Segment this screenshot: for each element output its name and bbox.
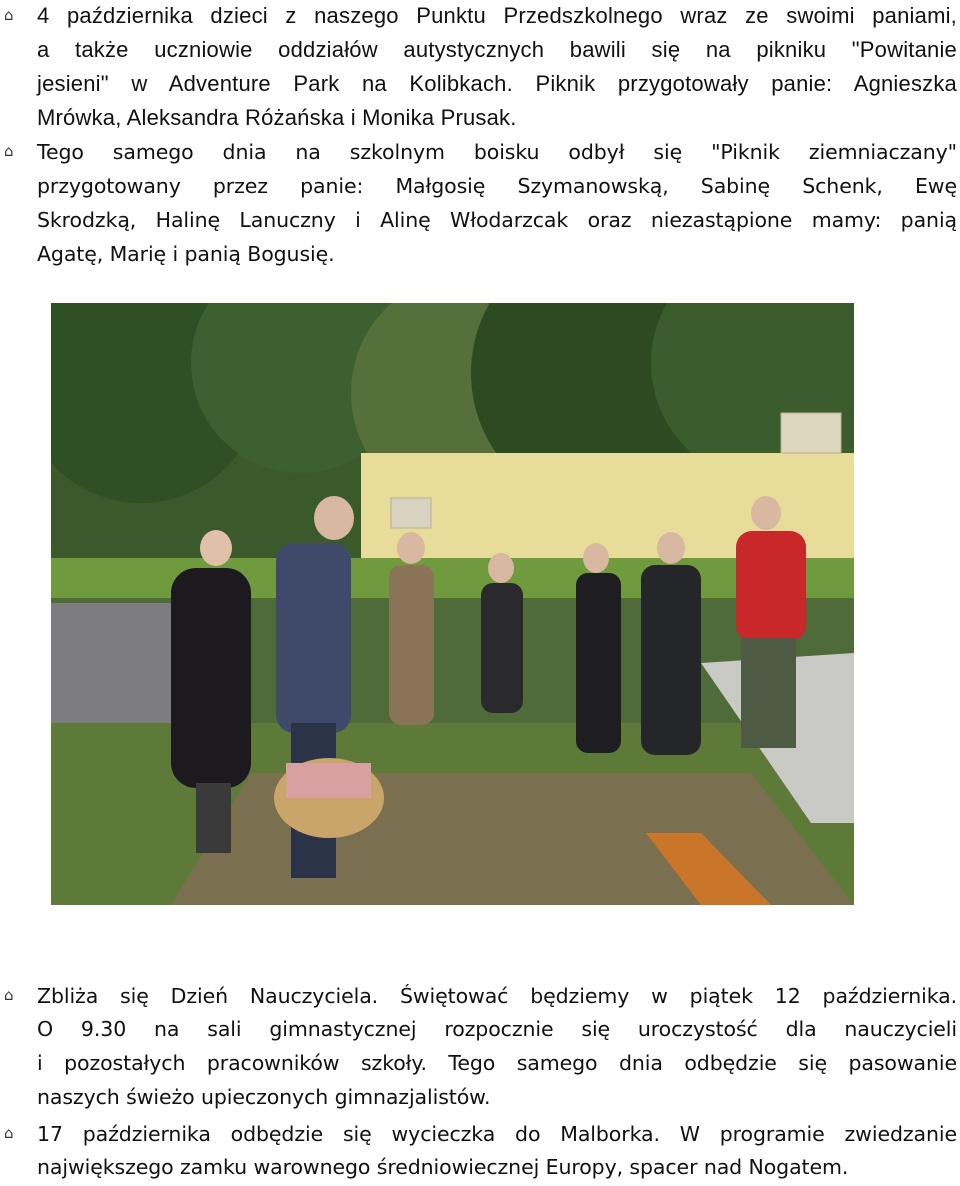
paragraph-line: jesieni" w Adventure Park na Kolibkach. Piknik przygotowały panie: Agnieszka [37, 71, 957, 96]
paragraph-line: Skrodzką, Halinę Lanuczny i Alinę Włodarzcak oraz niezastąpione mamy: panią [37, 208, 957, 232]
paragraph-line: a także uczniowie oddziałów autystycznych bawili się na pikniku "Powitanie [37, 37, 957, 62]
paragraph-line: i pozostałych pracowników szkoły. Tego samego dnia odbędzie się pasowanie [37, 1051, 957, 1075]
paragraph-line: Agatę, Marię i panią Bogusię. [37, 242, 335, 266]
paragraph-line: O 9.30 na sali gimnastycznej rozpocznie się uroczystość dla nauczycieli [37, 1017, 957, 1041]
paragraph-line: największego zamku warownego średniowiecznej Europy, spacer nad Nogatem. [37, 1155, 849, 1179]
paragraph-line: 4 października dzieci z naszego Punktu Przedszkolnego wraz ze swoimi paniami, [37, 3, 957, 28]
paragraph-line: 17 października odbędzie się wycieczka do Malborka. W programie zwiedzanie [37, 1122, 957, 1146]
bullet-icon: ⌂ [4, 986, 14, 1004]
picnic-photo [51, 303, 854, 905]
paragraph-line: Zbliża się Dzień Nauczyciela. Świętować będziemy w piątek 12 października. [37, 984, 957, 1008]
bullet-icon: ⌂ [4, 1124, 14, 1142]
bullet-icon: ⌂ [4, 142, 14, 160]
paragraph-line: Tego samego dnia na szkolnym boisku odbył się "Piknik ziemniaczany" [37, 140, 957, 164]
bullet-icon: ⌂ [4, 6, 14, 24]
paragraph-line: Mrówka, Aleksandra Różańska i Monika Prusak. [37, 105, 517, 130]
paragraph-line: naszych świeżo upieczonych gimnazjalistów. [37, 1085, 491, 1109]
paragraph-line: przygotowany przez panie: Małgosię Szymanowską, Sabinę Schenk, Ewę [37, 174, 957, 198]
